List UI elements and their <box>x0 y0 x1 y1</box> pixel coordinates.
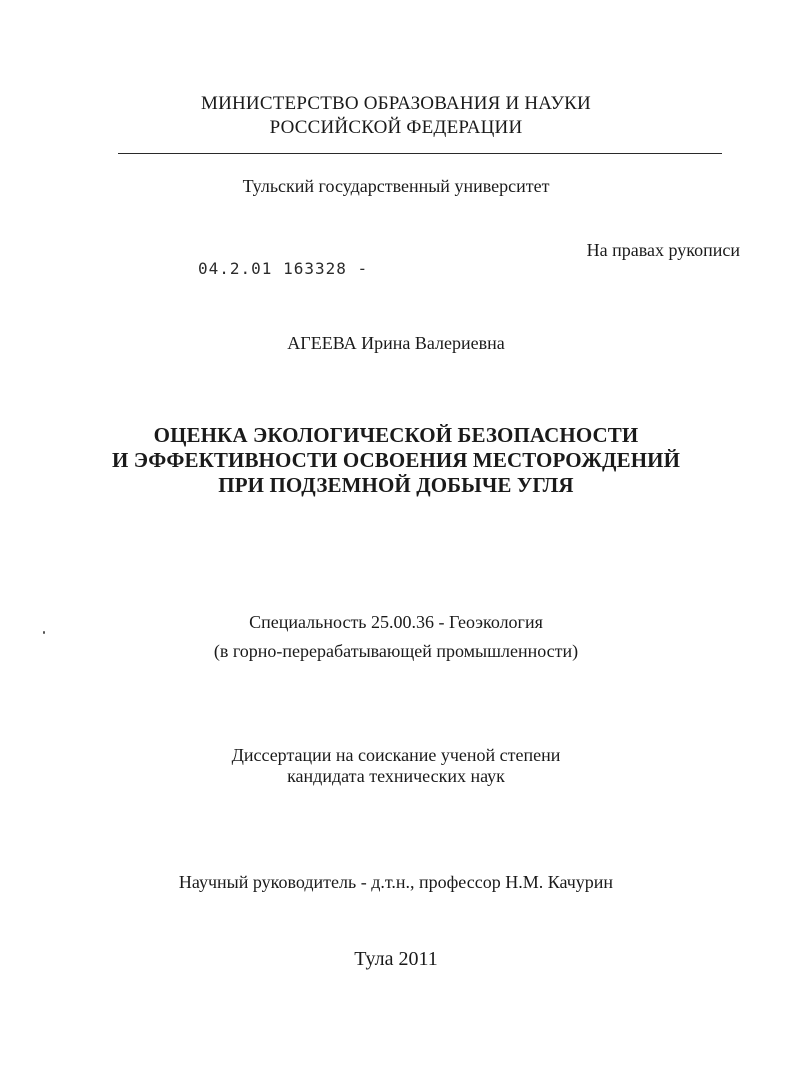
city-year: Тула 2011 <box>354 948 438 970</box>
ministry-line-1: МИНИСТЕРСТВО ОБРАЗОВАНИЯ И НАУКИ <box>201 93 591 114</box>
header-divider <box>118 153 722 154</box>
registration-stamp-number: 04.2.01 163328 - <box>198 259 369 278</box>
dissertation-title <box>0 423 792 498</box>
author-name: АГЕЕВА Ирина Валериевна <box>287 333 505 353</box>
title-line-1: ОЦЕНКА ЭКОЛОГИЧЕСКОЙ БЕЗОПАСНОСТИ <box>153 423 639 447</box>
scan-speck <box>43 631 45 634</box>
title-line-3: ПРИ ПОДЗЕМНОЙ ДОБЫЧЕ УГЛЯ <box>218 473 574 497</box>
degree-line-1: Диссертации на соискание ученой степени <box>231 745 561 765</box>
degree-statement <box>0 745 792 787</box>
specialty-note: (в горно-перерабатывающей промышленности) <box>213 641 579 661</box>
ministry-heading <box>0 92 792 140</box>
manuscript-note: На правах рукописи <box>586 240 740 260</box>
specialty-line: Специальность 25.00.36 - Геоэкология <box>249 612 543 632</box>
degree-line-2: кандидата технических наук <box>287 766 505 786</box>
title-line-2: И ЭФФЕКТИВНОСТИ ОСВОЕНИЯ МЕСТОРОЖДЕНИЙ <box>111 448 681 472</box>
scientific-advisor: Научный руководитель - д.т.н., профессор Н.М. Качурин <box>178 872 614 892</box>
ministry-line-2: РОССИЙСКОЙ ФЕДЕРАЦИИ <box>269 117 523 138</box>
university-name: Тульский государственный университет <box>242 176 550 196</box>
